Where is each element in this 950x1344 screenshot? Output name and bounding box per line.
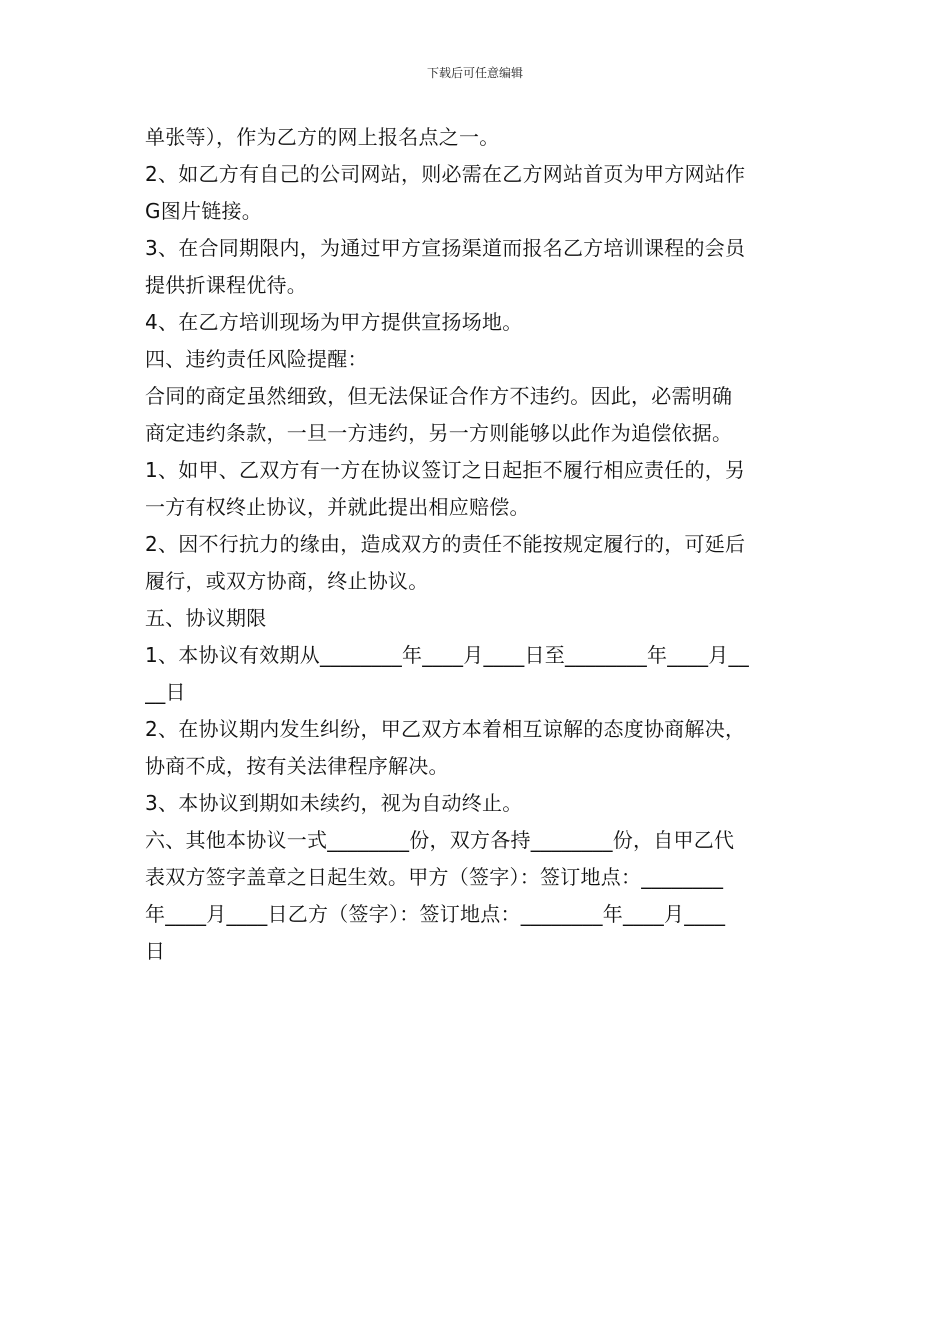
text-line: G图片链接。 — [145, 199, 262, 223]
text-line: __日 — [145, 680, 186, 704]
section-heading: 五、协议期限 — [145, 606, 267, 630]
text-line: 单张等），作为乙方的网上报名点之一。 — [145, 125, 500, 149]
text-line: 2、因不行抗力的缘由，造成双方的责任不能按规定履行的，可延后 — [145, 532, 746, 556]
text-line: 2、如乙方有自己的公司网站，则必需在乙方网站首页为甲方网站作 — [145, 162, 746, 186]
text-line: 1、本协议有效期从________年____月____日至________年____月__ — [145, 643, 749, 667]
page-header: 下载后可任意编辑 — [426, 66, 523, 80]
text-line: 日 — [145, 939, 166, 963]
text-line: 提供折课程优待。 — [145, 273, 307, 297]
text-line: 2、在协议期内发生纠纷，甲乙双方本着相互谅解的态度协商解决， — [145, 717, 746, 741]
text-line: 表双方签字盖章之日起生效。甲方（签字）：签订地点：________ — [145, 865, 724, 889]
text-line: 3、本协议到期如未续约，视为自动终止。 — [145, 791, 523, 815]
text-line: 协商不成，按有关法律程序解决。 — [145, 754, 449, 778]
text-line: 商定违约条款，一旦一方违约，另一方则能够以此作为追偿依据。 — [145, 421, 733, 445]
section-heading: 六、其他本协议一式________份，双方各持________份，自甲乙代 — [145, 828, 735, 852]
document-body — [145, 119, 810, 970]
text-line: 年____月____日乙方（签字）：签订地点：________年____月____ — [145, 902, 726, 926]
text-line: 4、在乙方培训现场为甲方提供宣扬场地。 — [145, 310, 523, 334]
section-heading: 四、违约责任风险提醒： — [145, 347, 368, 371]
text-line: 履行，或双方协商，终止协议。 — [145, 569, 429, 593]
text-line: 合同的商定虽然细致，但无法保证合作方不违约。因此，必需明确 — [145, 384, 733, 408]
text-line: 3、在合同期限内，为通过甲方宣扬渠道而报名乙方培训课程的会员 — [145, 236, 746, 260]
text-line: 1、如甲、乙双方有一方在协议签订之日起拒不履行相应责任的，另 — [145, 458, 746, 482]
text-line: 一方有权终止协议，并就此提出相应赔偿。 — [145, 495, 530, 519]
